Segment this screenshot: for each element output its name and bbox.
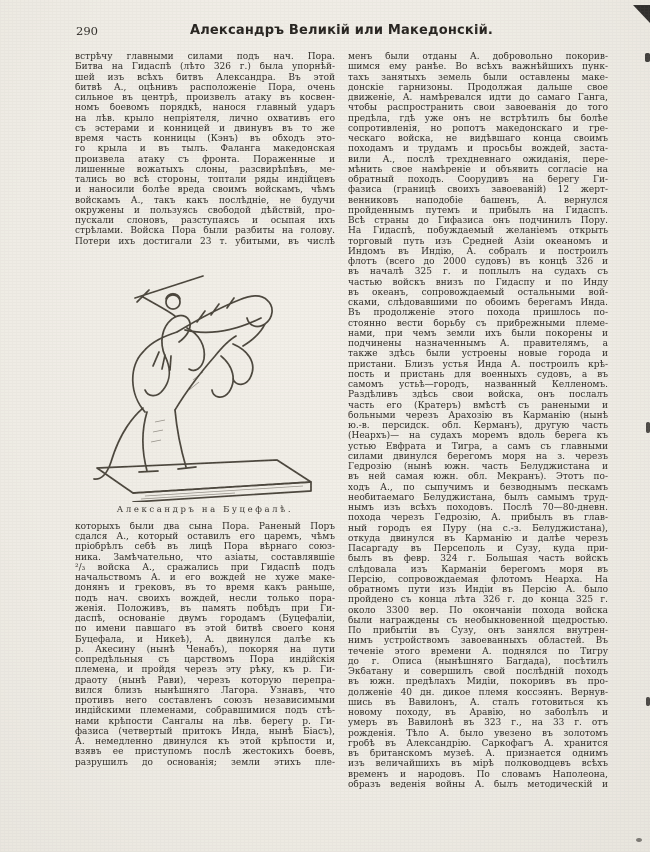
text-line: начальствомъ А. и его вождей не хуже маке-	[75, 573, 335, 583]
body-text-left-lower	[75, 522, 335, 768]
text-line: ²/₃ войска А., сражались при Гидаспѣ подъ	[75, 562, 335, 573]
text-line: также здѣсь были устроены новые города и	[348, 349, 608, 360]
text-line: Персію, сопровождаемая флотомъ Неарха. На	[348, 574, 608, 585]
text-line: движеніе, А. намѣревался идти до самаго Ганга,	[348, 93, 608, 103]
text-line: стоянно вести борьбу съ прибрежными племе-	[348, 318, 608, 329]
text-line: въ ней самая южн. обл. Мекранъ). Этотъ по-	[348, 472, 608, 483]
scan-artifact-spot	[636, 838, 642, 842]
text-line: по имени павшаго въ этой битвѣ своего коня	[75, 624, 335, 635]
text-line: сдался А., который оставилъ его царемъ, чѣмъ	[75, 532, 335, 542]
text-line: около 3300 вер. По окончаніи похода войска	[348, 605, 608, 616]
text-line: Битва на Гидаспѣ (лѣто 326 г.) была упорнѣй-	[75, 62, 335, 73]
figure-alexander-engraving	[79, 252, 331, 515]
text-line: Экбатану и совершилъ свой послѣдній походъ	[348, 667, 608, 677]
text-line: изъ величайшихъ въ мірѣ полководцевъ всѣхъ	[348, 759, 608, 770]
text-line: на лѣв. крыло непріятеля, лично охвативъ его	[75, 113, 335, 124]
text-line: стрѣлами. Войска Пора были разбиты на голову.	[75, 226, 335, 237]
text-line: Индомъ въ Индію, А. собралъ и построилъ	[348, 246, 608, 257]
text-line: въ южн. предѣлахъ Мидіи, покоривъ въ про-	[348, 677, 608, 688]
text-line: рожденія. Тѣло А. было увезено въ золотомъ	[348, 728, 608, 739]
text-line: ный городъ ея Пуру (на с.-з. Белуджистана),	[348, 523, 608, 534]
text-line: пріобрѣлъ себѣ въ лицѣ Пора вѣрнаго союз-	[75, 542, 335, 553]
text-line: флотъ (всего до 2000 судовъ) въ концѣ 326 и	[348, 257, 608, 267]
text-line: окружены и пользуясь свободой дѣйствій, про-	[75, 205, 335, 216]
text-line: обратный походъ. Соорудивъ на берегу Ги-	[348, 175, 608, 185]
text-line: фазиса (границѣ своихъ завоеваній) 12 жерт-	[348, 185, 608, 196]
text-line: вился близъ нынѣшняго Лагора. Узнавъ, что	[75, 685, 335, 696]
text-line: пристани. Близъ устья Инда А. построилъ крѣ-	[348, 359, 608, 370]
text-line: похода черезъ Гедрозію, А. прибылъ въ глав-	[348, 513, 608, 524]
text-line: вили А., послѣ трехдневнаго ожиданія, пере-	[348, 154, 608, 165]
text-line: сопротивленія, но ропотъ македонскаго и гре-	[348, 123, 608, 134]
alexander-on-bucephalus-illustration	[85, 252, 325, 502]
text-line: самомъ устьѣ—городъ, названный Келленомъ.	[348, 380, 608, 390]
text-line: пройденнымъ путемъ и прибылъ на Гидаспъ.	[348, 205, 608, 216]
text-line: шись въ Вавилонъ, А. сталъ готовиться къ	[348, 697, 608, 708]
text-line: сопредѣльныя съ царствомъ Пора индійскія	[75, 655, 335, 665]
text-line: въ британскомъ музеѣ. А. признается однимъ	[348, 749, 608, 759]
text-line: которыхъ были два сына Пора. Раненый Поръ	[75, 521, 335, 532]
text-line: Гедрозію (нынѣ южн. часть Белуджистана и	[348, 462, 608, 472]
text-line: слѣдовала изъ Карманіи берегомъ моря въ	[348, 564, 608, 575]
text-line: новому походу, въ Аравію, но заболѣлъ и	[348, 708, 608, 718]
scan-artifact-edge-mark	[645, 53, 650, 62]
body-text-right	[348, 52, 608, 790]
text-line: разрушилъ до основанія; земли этихъ пле-	[75, 757, 335, 768]
text-line: до г. Описа (нынѣшняго Багдада), посѣтилъ	[348, 656, 608, 667]
text-line: торговый путь изъ Средней Азіи океаномъ и	[348, 236, 608, 247]
text-line: ходъ А., по сыпучимъ и безводнымъ пескамъ	[348, 482, 608, 493]
left-column	[75, 52, 335, 790]
text-line: сильное въ центрѣ, произвелъ атаку въ косвен-	[75, 93, 335, 103]
text-line: взявъ ее приступомъ послѣ жестокихъ боевъ,	[75, 747, 335, 758]
text-line: мѣнить свое намѣреніе и объявить согласіе на	[348, 164, 608, 175]
text-line: р. Акесину (нынѣ Ченабъ), покоряя на пути	[75, 644, 335, 655]
text-line: даспѣ, основаніе двумъ городамъ (Буцефаліи,	[75, 614, 335, 624]
text-line: подъ нач. своихъ вождей, несли только пора-	[75, 593, 335, 604]
text-line: тались во всѣ стороны, топтали ряды индійцевъ	[75, 175, 335, 185]
text-line: долженіе 40 дн. дикое племя коссэянъ. Вернув-	[348, 687, 608, 698]
text-line: ника. Замѣчательно, что азіаты, составлявшіе	[75, 552, 335, 563]
text-line: индійскими племенами, собравшимися подъ стѣ-	[75, 706, 335, 717]
text-line: Въ продолженіе этого похода пришлось по-	[348, 308, 608, 319]
text-line: шей изъ всѣхъ битвъ Александра. Въ этой	[75, 72, 335, 83]
text-line: войскамъ А., такъ какъ послѣдніе, не будучи	[75, 195, 335, 206]
text-line: силами двинулся берегомъ моря на з. черезъ	[348, 451, 608, 462]
text-line: На Гидаспѣ, побуждаемый желаніемъ открыть	[348, 226, 608, 237]
text-line: пройдено съ конца лѣта 326 г. до конца 325 г.	[348, 595, 608, 606]
text-line: и наносили болѣе вреда своимъ войскамъ, чѣмъ	[75, 185, 335, 196]
text-line: А. немедленно двинулся къ этой крѣпости и,	[75, 737, 335, 747]
text-line: племена, и пройдя черезъ эту рѣку, къ р. Ги-	[75, 665, 335, 676]
text-line: предѣла, гдѣ уже онъ не встрѣтилъ бы болѣе	[348, 113, 608, 124]
body-text-left-upper	[75, 52, 335, 247]
text-line: (Неархъ)— на судахъ моремъ вдоль берега къ	[348, 431, 608, 442]
text-line: го крыла и въ тылъ. Фаланга македонская	[75, 144, 335, 155]
text-line: тахъ занятыхъ земель были оставлены маке-	[348, 72, 608, 83]
text-line: подчинены назначеннымъ А. правителямъ, а	[348, 339, 608, 349]
text-line: были награждены съ необыкновенной щедростью.	[348, 615, 608, 626]
text-line: встрѣчу главными силами подъ нач. Пора.	[75, 52, 335, 62]
text-line: частью войскъ внизъ по Гидаспу и по Инду	[348, 277, 608, 288]
text-line: шимся ему ранѣе. Во всѣхъ важнѣйшихъ пунк-	[348, 62, 608, 73]
text-line: устью Евфрата и Тигра, а самъ съ главными	[348, 441, 608, 452]
text-line: походамъ и трудамъ и просьбы вождей, заста-	[348, 144, 608, 155]
text-line: откуда двинулся въ Карманію и далѣе черезъ	[348, 533, 608, 544]
text-line: въ началѣ 325 г. и поплылъ на судахъ съ	[348, 267, 608, 278]
text-line: Всѣ страны до Гифазиса онъ подчинилъ Пору.	[348, 216, 608, 226]
text-line: ю.-в. персидск. обл. Керманъ), другую часть	[348, 421, 608, 431]
text-line: необитаемаго Белуджистана, былъ самымъ труд-	[348, 492, 608, 503]
text-line: нами, при чемъ земли ихъ были покорены и	[348, 328, 608, 339]
text-line: пускали слоновъ, разступаясь и осыпая ихъ	[75, 216, 335, 226]
text-line: пость и пристань для военныхъ судовъ, а въ	[348, 369, 608, 380]
text-line: умеръ въ Вавилонѣ въ 323 г., на 33 г. отъ	[348, 718, 608, 729]
text-line: нимъ устройствомъ завоеванныхъ областей. Въ	[348, 636, 608, 647]
text-line: сками, слѣдовавшими по обоимъ берегамъ Инда.	[348, 298, 608, 308]
figure-caption: Александръ на Буцефалѣ.	[116, 504, 294, 515]
text-line: время часть конницы (Кэнъ) въ обходъ это-	[75, 134, 335, 144]
text-line: битвѣ А., оцѣнивъ расположеніе Пора, очень	[75, 82, 335, 93]
text-line: фазиса (четвертый притокъ Инда, нынѣ Біасъ),	[75, 726, 335, 737]
text-line: чтобы распространить свои завоеванія до того	[348, 103, 608, 114]
text-line: Пасаргаду въ Персеполь и Сузу, куда при-	[348, 544, 608, 554]
text-line: донянъ и грековъ, въ то время какъ раньше,	[75, 583, 335, 594]
text-line: противъ него составленъ союзъ независимыми	[75, 696, 335, 706]
text-line: драоту (нынѣ Рави), черезъ которую перепра-	[75, 675, 335, 686]
text-line: съ эстерами и конницей и двинувъ въ то же	[75, 123, 335, 134]
scan-artifact-edge-mark	[646, 697, 650, 706]
text-line: былъ въ февр. 324 г. Большая часть войскъ	[348, 554, 608, 565]
text-line: ческаго войска, не видѣвшаго конца своимъ	[348, 134, 608, 144]
text-line: гробѣ въ Александрію. Саркофагъ А. хранится	[348, 738, 608, 749]
text-line: нымъ изъ всѣхъ походовъ. Послѣ 70—80-дневн.	[348, 503, 608, 513]
text-line: часть его (Кратеръ) вмѣстѣ съ ранеными и	[348, 400, 608, 411]
right-column	[348, 52, 608, 790]
text-columns	[75, 52, 608, 790]
text-line: Буцефала, и Никеѣ), А. двинулся далѣе къ	[75, 634, 335, 645]
text-line: больными черезъ Арахозію въ Карманію (нынѣ	[348, 410, 608, 421]
text-line: менъ были отданы А. добровольно покорив-	[348, 52, 608, 62]
text-line: женія. Положивъ, въ память побѣдъ при Ги-	[75, 603, 335, 614]
text-line: временъ и народовъ. По словамъ Наполеона,	[348, 769, 608, 780]
text-line: Раздѣливъ здѣсь свои войска, онъ послалъ	[348, 390, 608, 401]
text-line: въ океанъ, сопровождаемый остальными вой-	[348, 287, 608, 298]
text-line: венниковъ наподобіе башенъ, А. вернулся	[348, 195, 608, 206]
text-line: образъ веденія войны А. былъ методическій и	[348, 779, 608, 790]
page-number: 290	[76, 24, 98, 38]
running-header: Александръ Великій или Македонскій.	[189, 23, 494, 38]
text-line: донскіе гарнизоны. Продолжая дальше свое	[348, 82, 608, 93]
scan-artifact-edge-mark	[646, 422, 650, 433]
text-line: номъ боевомъ порядкѣ, нанося главный ударъ	[75, 103, 335, 114]
text-line: лишенные вожатыхъ слоны, разсвирѣпѣвъ, ме-	[75, 164, 335, 175]
text-line: произвела атаку съ фронта. Пораженные и	[75, 154, 335, 165]
text-line: Потери ихъ достигали 23 т. убитыми, въ числѣ	[75, 236, 335, 247]
text-line: обратномъ пути изъ Индіи въ Персію А. было	[348, 585, 608, 595]
text-line: По прибытіи въ Сузу, онъ занялся внутрен-	[348, 626, 608, 636]
text-line: теченіе этого времени А. поднялся по Тигру	[348, 646, 608, 657]
scan-artifact-corner	[630, 5, 650, 24]
text-line: нами крѣпости Сангалы на лѣв. берегу р. Ги-	[75, 716, 335, 727]
